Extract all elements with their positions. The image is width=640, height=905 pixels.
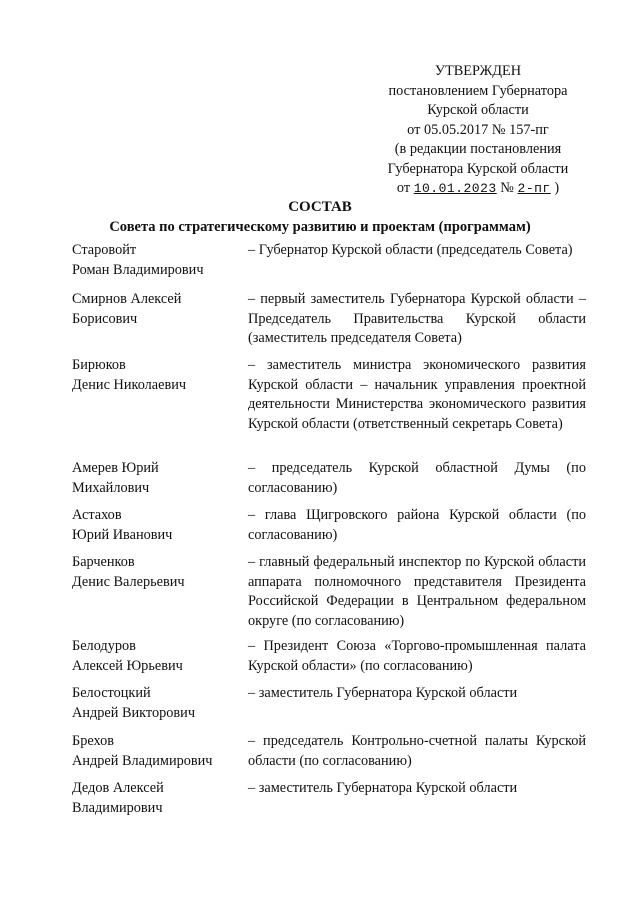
amendment-date: 10.01.2023 <box>413 181 497 196</box>
member-role: – Губернатор Курской области (председатель Совета) <box>248 242 573 258</box>
member-role: – главный федеральный инспектор по Курской области аппарата полномочного представителя Президента Российской Федерации в Центральном федеральном округе (по согласованию) <box>248 554 586 629</box>
member-name: Белодуров Алексей Юрьевич <box>72 638 183 674</box>
approval-stamp <box>372 62 584 199</box>
member-name: Дедов Алексей Владимирович <box>72 780 164 816</box>
member-role: – заместитель министра экономического развития Курской области – начальник управления проектной деятельности Министерства экономического развития Курской области (ответственный секретарь Совета) <box>248 357 586 432</box>
member-name: Амерев Юрий Михайлович <box>72 460 159 496</box>
member-name: Астахов Юрий Иванович <box>72 507 173 543</box>
date-prefix: от <box>396 180 411 196</box>
member-name: Смирнов Алексей Борисович <box>72 291 182 327</box>
member-name: Старовойт Роман Владимирович <box>72 242 204 278</box>
document-subtitle: Совета по стратегическому развитию и проектам (программам) <box>109 218 531 235</box>
closing-paren: ) <box>554 180 560 196</box>
member-name: Бирюков Денис Николаевич <box>72 357 187 393</box>
member-role: – глава Щигровского района Курской области (по согласованию) <box>248 507 586 543</box>
member-name: Белостоцкий Андрей Викторович <box>72 685 196 721</box>
approval-line: (в редакции постановления <box>394 141 562 157</box>
member-name: Брехов Андрей Владимирович <box>72 733 213 769</box>
approval-line: Курской области <box>427 102 529 118</box>
approved-heading: УТВЕРЖДЕН <box>434 63 522 79</box>
amendment-date-line <box>372 179 584 199</box>
member-role: – заместитель Губернатора Курской области <box>248 780 518 796</box>
member-role: – председатель Курской областной Думы (по согласованию) <box>248 460 586 496</box>
amendment-number: 2-пг <box>517 181 551 196</box>
member-role: – Президент Союза «Торгово-промышленная палата Курской области» (по согласованию) <box>248 638 586 674</box>
approval-line: от 05.05.2017 № 157-пг <box>407 121 549 138</box>
approval-line: постановлением Губернатора <box>388 82 568 99</box>
document-title: СОСТАВ <box>288 199 352 215</box>
approval-line: Губернатора Курской области <box>387 160 569 177</box>
member-role: – первый заместитель Губернатора Курской области – Председатель Правительства Курской области (заместитель председателя Совета) <box>248 291 586 346</box>
document-title-block <box>0 198 640 237</box>
member-role: – председатель Контрольно-счетной палаты Курской области (по согласованию) <box>248 733 586 769</box>
number-prefix: № <box>500 180 514 196</box>
member-name: Барченков Денис Валерьевич <box>72 554 185 590</box>
member-role: – заместитель Губернатора Курской области <box>248 685 518 701</box>
